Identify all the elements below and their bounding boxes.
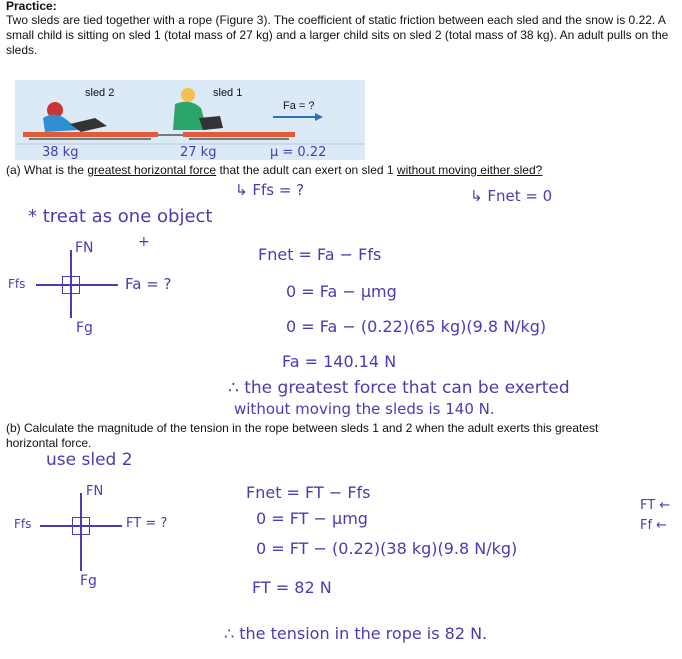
part-a-question-highlight-2: without moving either sled? — [396, 163, 543, 177]
fbd-a-body — [62, 276, 80, 294]
part-a-question-text: (a) What is the — [6, 163, 88, 177]
conclusion-a-line-1: ∴ the greatest force that can be exerted — [228, 378, 570, 398]
force-label: Fa = ? — [283, 100, 315, 112]
part-a-question-highlight-1: greatest horizontal force — [87, 163, 217, 177]
part-a-question — [6, 163, 542, 178]
treat-as-one-object: * treat as one object — [28, 206, 213, 227]
work-a-line-4: Fa = 140.14 N — [282, 352, 397, 371]
work-a-line-1: Fnet = Fa − Ffs — [258, 245, 382, 264]
sled-2-drawing — [23, 102, 158, 140]
fbd-b-normal-label: FN — [86, 484, 104, 499]
fbd-a-positive-direction: + — [138, 234, 150, 250]
part-b-question-line-1: (b) Calculate the magnitude of the tension in the rope between sleds 1 and 2 when the adult exerts this greatest — [6, 421, 599, 435]
fbd-a-applied-label: Fa = ? — [125, 275, 172, 293]
fbd-b-gravity-label: Fg — [80, 573, 97, 589]
work-b-line-4: FT = 82 N — [252, 578, 332, 597]
part-a-question-text-2: that the adult can exert on sled 1 — [216, 163, 397, 177]
mass-sled-2: 38 kg — [42, 145, 79, 160]
note-net-force-zero: ↳ Fnet = 0 — [470, 187, 553, 205]
fbd-a-gravity-label: Fg — [76, 320, 93, 336]
friction-coefficient: μ = 0.22 — [270, 145, 327, 160]
page-title: Practice: — [6, 0, 57, 13]
fbd-a-friction-label: Ffs — [8, 277, 26, 291]
part-b-question-line-2: horizontal force. — [6, 436, 92, 450]
side-note-friction: Ff ← — [640, 518, 668, 533]
use-sled-2: use sled 2 — [46, 450, 133, 470]
work-b-line-2: 0 = FT − μmg — [256, 509, 368, 528]
work-a-line-2: 0 = Fa − μmg — [286, 282, 397, 301]
work-b-line-3: 0 = FT − (0.22)(38 kg)(9.8 N/kg) — [256, 539, 518, 558]
conclusion-b: ∴ the tension in the rope is 82 N. — [224, 624, 488, 643]
side-note-tension: FT ← — [640, 498, 671, 513]
fbd-b-tension-label: FT = ? — [126, 516, 168, 531]
work-a-line-3: 0 = Fa − (0.22)(65 kg)(9.8 N/kg) — [286, 317, 547, 336]
mass-sled-1: 27 kg — [180, 145, 217, 160]
note-friction-unknown: ↳ Ffs = ? — [235, 181, 305, 199]
fbd-a-normal-label: FN — [75, 240, 94, 256]
sled-2-label: sled 2 — [85, 87, 115, 99]
work-b-line-1: Fnet = FT − Ffs — [246, 483, 371, 502]
fbd-b-friction-label: Ffs — [14, 517, 32, 531]
conclusion-a-line-2: without moving the sleds is 140 N. — [234, 400, 495, 418]
problem-statement: Two sleds are tied together with a rope (Figure 3). The coefficient of static friction between each sled and the snow is 0.22. A small child is sitting on sled 1 (total mass of 27 kg) and a larger child sits on sled 2 (total mass of 38 kg). An adult pulls on the sleds. — [6, 13, 669, 57]
fbd-b-body — [72, 517, 90, 535]
sled-1-label: sled 1 — [213, 87, 243, 99]
